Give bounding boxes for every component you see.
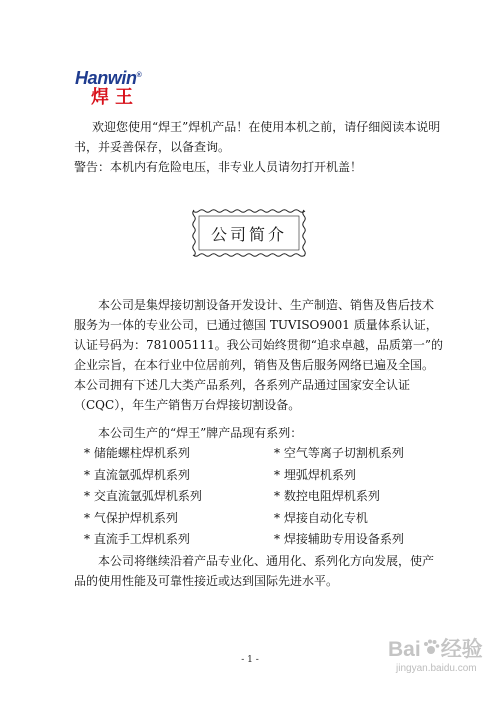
watermark-jingyan-text: 经验 [440,638,483,661]
product-row [84,465,444,487]
product-item: * 交直流氩弧焊机系列 [84,489,202,503]
product-item: * 直流氩弧焊机系列 [84,467,190,482]
product-item: * 气保护焊机系列 [84,510,178,525]
product-item: * 焊接辅助专用设备系列 [274,532,404,546]
product-item: * 埋弧焊机系列 [274,467,356,482]
baidu-jingyan-watermark [388,638,488,688]
intro-paragraph: 欢迎您使用“焊王”焊机产品！在使用本机之前，请仔细阅读本说明书，并妥善保存，以备查询。 [74,120,441,154]
products-lead-text: 本公司生产的“焊王”牌产品现有系列： [98,426,303,440]
product-row [84,508,444,530]
product-item: * 空气等离子切割机系列 [274,446,404,460]
product-row [84,486,444,508]
product-series-list [84,443,444,551]
section-title: 公司简介 [210,224,287,244]
product-item: * 焊接自动化专机 [274,510,368,525]
watermark-bai-text: Bai [388,638,421,661]
product-item: * 储能螺柱焊机系列 [84,446,190,460]
product-row [84,529,444,551]
page-number: - 1 - [241,655,259,665]
product-row [84,443,444,465]
section-title-frame [190,207,308,259]
hanwin-logo [75,66,165,110]
watermark-url: jingyan.baidu.com [396,663,477,675]
logo-reg-mark: ® [136,72,142,79]
warning-paragraph: 警告：本机内有危险电压，非专业人员请勿打开机盖！ [74,160,363,174]
closing-paragraph: 本公司将继续沿着产品专业化、通用化、系列化方向发展，使产品的使用性能及可靠性接近或达到国际先进水平。 [74,554,435,588]
paw-icon [422,638,440,662]
company-intro-paragraph: 本公司是集焊接切割设备开发设计、生产制造、销售及售后技术服务为一体的专业公司，已通过德国 TUVISO9001 质量体系认证，认证号码为：781005111。我公司始终贯彻“追求卓越，品质第一”的企业宗旨，在本行业中位居前列，销售及售后服务网络已遍及全国。本公司拥有下述几大类产品系列，各系列产品通过国家安全认证（CQC），年生产销售万台焊接切割设备。 [74,298,443,412]
product-item: * 数控电阻焊机系列 [274,489,380,503]
logo-brand-text: Hanwin [75,68,137,88]
logo-chinese-name: 焊王 [91,87,139,108]
product-item: * 直流手工焊机系列 [84,532,190,546]
